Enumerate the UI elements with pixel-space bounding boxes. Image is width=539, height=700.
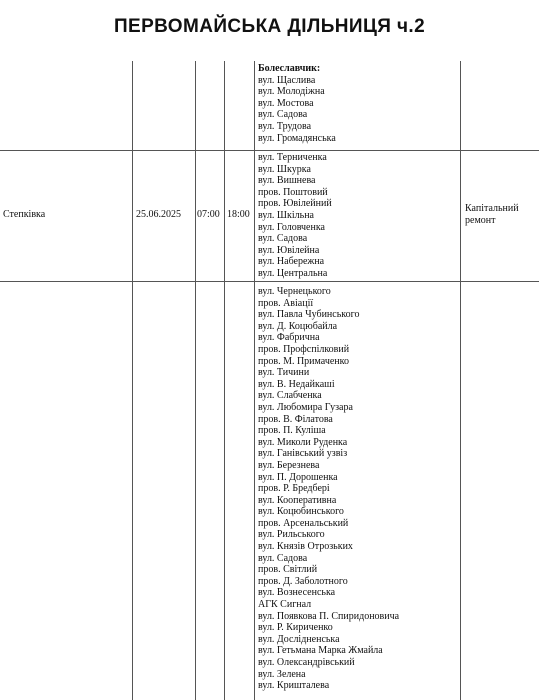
village-header: Болеславчик: bbox=[258, 63, 321, 74]
street-item: вул. Гетьмана Марка Жмайла bbox=[258, 645, 383, 657]
row-divider bbox=[0, 150, 539, 151]
street-item: вул. Кооперативна bbox=[258, 494, 337, 506]
street-item: вул. Павла Чубинського bbox=[258, 309, 360, 321]
street-item: вул. Садова bbox=[258, 233, 308, 245]
street-item: вул. Появкова П. Спиридоновича bbox=[258, 610, 400, 622]
column-divider bbox=[254, 61, 255, 700]
street-item: вул. Д. Коцюбайла bbox=[258, 320, 338, 332]
street-item: вул. Миколи Руденка bbox=[258, 436, 348, 448]
time-to: 18:00 bbox=[227, 209, 250, 220]
street-item: вул. Вишнева bbox=[258, 175, 316, 187]
street-item: вул. Головченка bbox=[258, 221, 325, 233]
street-item: вул. Садова bbox=[258, 109, 308, 121]
outage-date: 25.06.2025 bbox=[136, 209, 181, 220]
column-divider bbox=[460, 61, 461, 700]
street-item: пров. Д. Заболотного bbox=[258, 575, 348, 587]
street-item: вул. Центральна bbox=[258, 267, 328, 279]
street-item: вул. Рильського bbox=[258, 529, 325, 541]
street-item: пров. Арсенальський bbox=[258, 517, 349, 529]
street-item: вул. Трудова bbox=[258, 120, 312, 132]
column-divider bbox=[195, 61, 196, 700]
street-item: пров. Ювілейний bbox=[258, 198, 332, 210]
street-item: пров. Авіації bbox=[258, 297, 314, 309]
outage-reason: Капітальний ремонт bbox=[465, 203, 519, 226]
street-item: вул. Фабрична bbox=[258, 332, 320, 344]
street-item: вул. Набережна bbox=[258, 256, 325, 268]
street-item: вул. Князів Отрозьких bbox=[258, 541, 353, 553]
street-item: пров. Профспілковий bbox=[258, 343, 350, 355]
street-item: вул. Любомира Гузара bbox=[258, 401, 353, 413]
street-item: пров. Поштовий bbox=[258, 186, 328, 198]
street-item: вул. Щаслива bbox=[258, 74, 316, 86]
street-item: вул. В. Недайкаші bbox=[258, 378, 335, 390]
street-item: вул. Р. Кириченко bbox=[258, 622, 333, 634]
street-item: вул. Вознесенська bbox=[258, 587, 336, 599]
street-item: пров. П. Куліша bbox=[258, 425, 326, 437]
street-item: вул. Зелена bbox=[258, 668, 306, 680]
street-item: вул. Олександрівський bbox=[258, 657, 355, 668]
street-item: вул. Шкільна bbox=[258, 209, 314, 221]
row-divider bbox=[0, 281, 539, 282]
street-item: вул. Кришталева bbox=[258, 680, 330, 692]
street-item: вул. Коцюбинського bbox=[258, 506, 344, 518]
column-divider bbox=[132, 61, 133, 700]
street-item: вул. Слабченка bbox=[258, 390, 322, 402]
street-list bbox=[258, 152, 332, 280]
schedule-table bbox=[0, 61, 539, 700]
street-item: пров. Р. Бредбері bbox=[258, 483, 330, 495]
street-item: вул. Терниченка bbox=[258, 152, 327, 163]
street-item: вул. П. Дорошенка bbox=[258, 471, 338, 483]
street-item: вул. Громадянська bbox=[258, 132, 336, 144]
street-item: вул. Ганівський узвіз bbox=[258, 448, 348, 460]
street-item: пров. Світлий bbox=[258, 564, 318, 576]
street-item: пров. В. Філатова bbox=[258, 413, 333, 425]
street-item: вул. Мостова bbox=[258, 97, 314, 109]
street-item: вул. Молодіжна bbox=[258, 86, 325, 98]
street-item: АГК Сигнал bbox=[258, 599, 312, 611]
time-from: 07:00 bbox=[197, 209, 220, 220]
street-item: вул. Дослідненська bbox=[258, 633, 340, 645]
settlement-name: Степківка bbox=[3, 209, 46, 220]
street-list bbox=[258, 63, 336, 144]
street-item: вул. Тичини bbox=[258, 367, 310, 379]
column-divider bbox=[224, 61, 225, 700]
street-item: вул. Шкурка bbox=[258, 163, 311, 175]
street-list bbox=[258, 286, 399, 692]
street-item: вул. Березнева bbox=[258, 459, 320, 471]
street-item: вул. Ювілейна bbox=[258, 244, 320, 256]
street-item: вул. Садова bbox=[258, 552, 308, 564]
street-item: пров. М. Примаченко bbox=[258, 355, 350, 367]
page-title: ПЕРВОМАЙСЬКА ДІЛЬНИЦЯ ч.2 bbox=[113, 16, 426, 37]
street-item: вул. Чернецького bbox=[258, 286, 331, 297]
